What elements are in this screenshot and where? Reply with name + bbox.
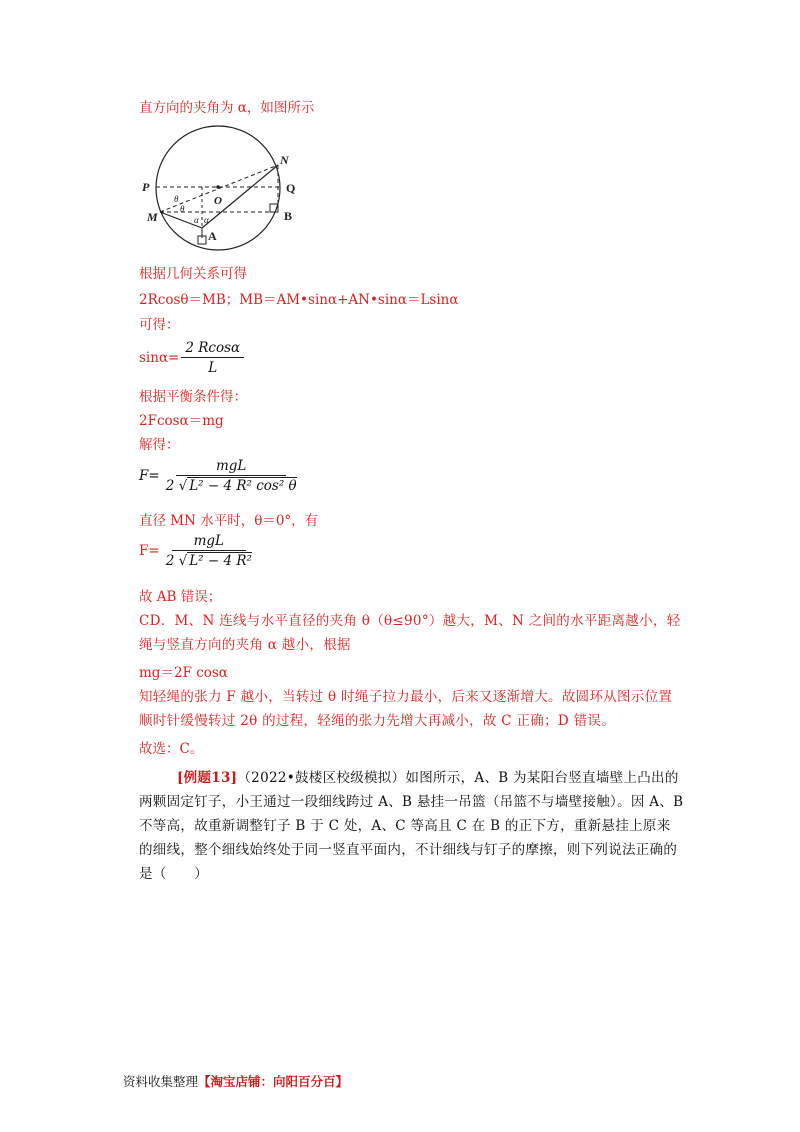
f1-den-prefix: 2 [165,478,175,494]
footer-shop: 【淘宝店铺：向阳百分百】 [198,1074,349,1089]
equation-balance: 2Fcosα＝mg [139,413,224,429]
geom-intro: 根据几何关系可得 [139,266,247,282]
equation-cd: mg＝2F cosα [139,665,228,681]
label-q: Q [286,181,296,195]
footer [123,1072,348,1090]
intro-text: 直方向的夹角为 α，如图所示 [139,100,315,116]
example-body: （2022•鼓楼区校级模拟）如图所示，A、B 为某阳台竖直墙壁上凸出的两颗固定钉子，小王通过一段细线跨过 A、B 悬挂一吊篮（吊篮不与墙壁接触）。因 A、B 不等高，故重新调整钉子 B 于 C 处，A、C 等高且 C 在 B 的正下方，重新悬挂上原来的细线，整个细线始终处于同一竖直平面内，不计细线与钉子的摩擦，则下列说法正确的是（ ） [139,770,684,882]
label-theta-2: θ [180,204,185,214]
can-get: 可得： [139,317,180,333]
f2-numerator: mgL [172,533,246,551]
circle-diagram [140,120,310,255]
f2-den-prefix: 2 [165,553,175,569]
cd-analysis: CD．M、N 连线与水平直径的夹角 θ（θ≤90°）越大，M、N 之间的水平距离越小，轻绳与竖直方向的夹角 α 越小，根据 [139,613,681,653]
solve-label: 解得： [139,437,180,453]
choose-answer: 故选：C。 [139,741,204,757]
label-p: P [142,180,150,194]
label-n: N [280,153,289,167]
footer-prefix: 资料收集整理 [123,1074,199,1089]
f2-den-radicand: L² − 4 R² [189,553,252,569]
label-a: A [208,229,217,243]
sin-denominator: L [208,360,218,376]
label-b: B [284,209,293,223]
example-tag: [例题13] [177,770,238,786]
sin-numerator: 2 Rcosα [181,340,244,358]
f2-lhs: F= [139,543,160,559]
sin-lhs: sinα= [139,350,180,366]
f-fraction-horizontal: F= $\frac{\text{mgL}}{\text{2 √ L² − 4 R²}}$ [139,533,252,569]
f1-numerator: mgL [176,458,286,476]
sin-alpha-fraction [139,340,244,376]
center-dot [216,185,220,189]
label-o: O [214,195,222,207]
label-m: M [147,210,158,224]
mn-horizontal: 直径 MN 水平时，θ＝0°，有 [139,513,319,529]
f1-den-radicand: L² − 4 R² cos² θ [189,478,297,494]
label-alpha-1: α [194,215,199,225]
equation-mb: 2Rcosθ＝MB；MB＝AM•sinα+AN•sinα＝Lsinα [139,292,459,308]
label-alpha-2: α [204,215,209,225]
label-theta-1: θ [174,194,179,204]
example-13 [139,766,684,886]
balance-intro: 根据平衡条件得： [139,389,247,405]
f-fraction-general: F= $\frac{\text{mgL}}{\text{2 √ L² − 4 R² cos² θ}}$ [139,458,297,494]
conclusion-text: 知轻绳的张力 F 越小，当转过 θ 时绳子拉力最小，后来又逐渐增大。故圆环从图示位置顺时针缓慢转过 2θ 的过程，轻绳的张力先增大再减小，故 C 正确；D 错误。 [139,689,673,729]
ab-wrong: 故 AB 错误； [139,589,222,605]
f1-lhs: F= [139,468,160,484]
